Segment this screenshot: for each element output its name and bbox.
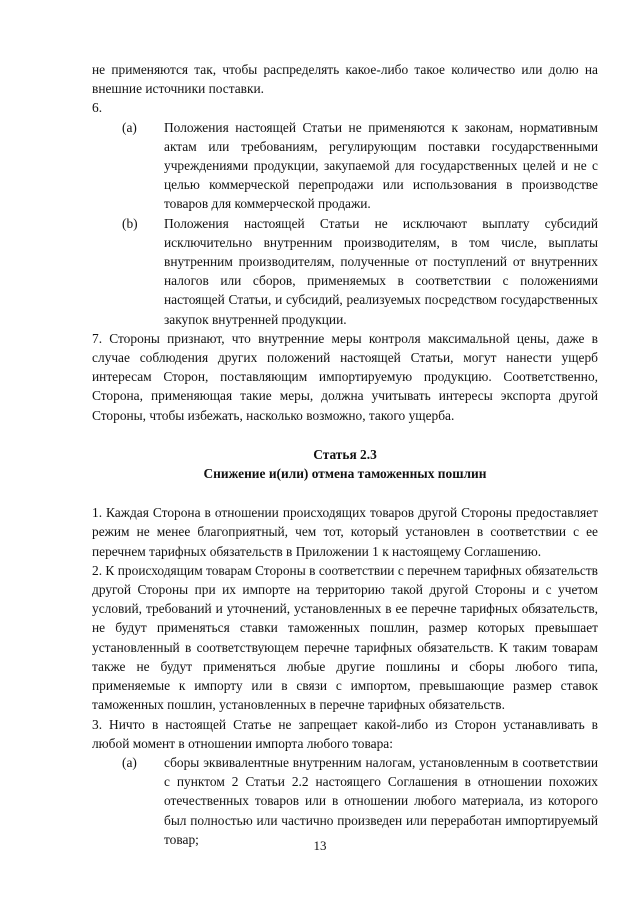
article-paragraph-3: 3. Ничто в настоящей Статье не запрещает какой-либо из Сторон устанавливать в любой момент в отношении импорта любого товара: [92,716,598,751]
article-number: Статья 2.3 [313,446,377,462]
paragraph-intro: не применяются так, чтобы распределять какое-либо такое количество или долю на внешние источники поставки. [92,62,598,97]
document-page [92,60,598,849]
paragraph-7: 7. Стороны признают, что внутренние меры контроля максимальной цены, даже в случае соблюдения других положений настоящей Статьи, могут нанести ущерб интересам Сторон, поставляющим импортируемую продукцию. Соответственно, Сторона, применяющая такие меры, должна учитывать интересы экспорта другой Стороны, чтобы избежать, насколько возможно, такого ущерба. [92,330,598,423]
item-6a-text: Положения настоящей Статьи не применяются к законам, нормативным актам или требованиям, регулирующим поставки государственными учреждениями продукции, закупаемой для государственных целей и не с целью коммерческой перепродажи или использования в производстве товаров для коммерческой продажи. [164,119,598,212]
item-6-number: 6. [92,100,103,116]
item-3a-label: (a) [122,754,137,770]
item-6b [110,214,598,329]
article-paragraph-1: 1. Каждая Сторона в отношении происходящих товаров другой Стороны предоставляет режим не менее благоприятный, чем тот, который установлен в соответствии с ее перечнем тарифных обязательств в Приложении 1 к настоящему Соглашению. [92,505,598,559]
item-6a-label: (a) [122,119,137,135]
item-3a-text: сборы эквивалентные внутренним налогам, установленным в соответствии с пунктом 2 Статьи 2.2 настоящего Соглашения в отношении похожих отечественных товаров или в отношении любого материала, из которого был полностью или частично произведен или переработан импортируемый товар; [164,754,598,847]
item-3a [110,753,598,849]
page-number: 13 [313,838,327,853]
item-6a [110,118,598,214]
article-title: Снижение и(или) отмена таможенных пошлин [203,466,487,482]
article-paragraph-2: 2. К происходящим товарам Стороны в соответствии с перечнем тарифных обязательств другой Стороны при их импорте на территорию такой другой Стороны и с учетом условий, требований и уточнений, установленных в ее перечне тарифных обязательств, не будут применяться ставки таможенных пошлин, размер которых превышает установленный в соответствующем перечне тарифных обязательств. К таким товарам также не будут применяться любые другие пошлины и сборы любого типа, применяемые к импорту или в связи с импортом, превышающие размер ставок таможенных пошлин, установленных в перечне тарифных обязательств. [92,562,598,713]
item-6b-text: Положения настоящей Статьи не исключают выплату субсидий исключительно внутренним производителям, в том числе, выплаты внутренним производителям, полученные от поступлений от внутренних налогов или сборов, применяемых в соответствии с положениями настоящей Статьи, и субсидий, реализуемых посредством государственных закупок внутренней продукции. [164,215,598,327]
item-6b-label: (b) [122,215,138,231]
